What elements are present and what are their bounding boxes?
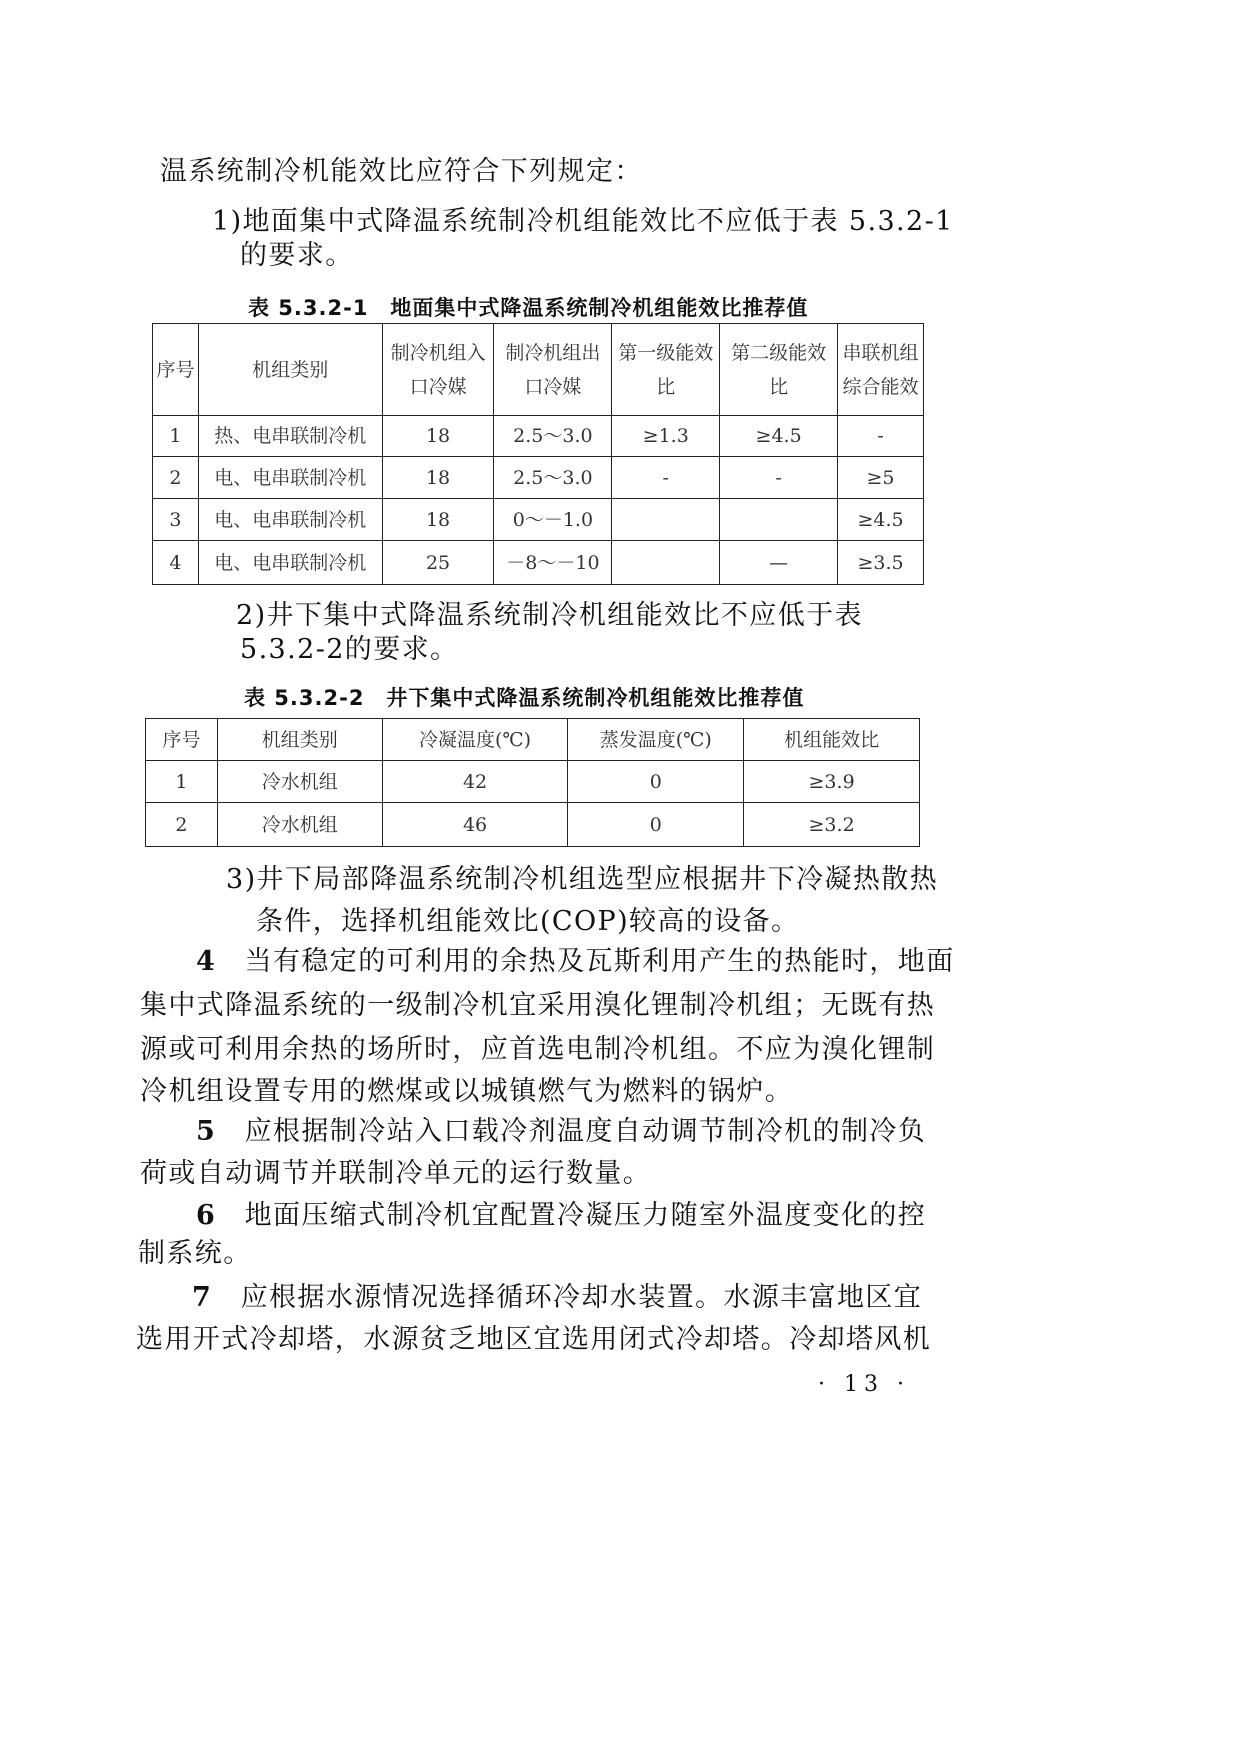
para4-line2: 集中式降温系统的一级制冷机宜采用溴化锂制冷机组；无既有热 — [140, 990, 936, 1021]
table1-cell: 2.5～3.0 — [494, 416, 612, 457]
table-row — [146, 803, 920, 847]
table1-cell: 电、电串联制冷机 — [198, 541, 382, 585]
table1-caption: 表 5.3.2-1 地面集中式降温系统制冷机组能效比推荐值 — [248, 296, 809, 320]
table1-cell: 25 — [382, 541, 494, 585]
table1-cell: 电、电串联制冷机 — [198, 457, 382, 499]
para7-number: 7 — [192, 1282, 213, 1313]
table1-cell — [720, 499, 838, 541]
table1-cell: - — [838, 416, 924, 457]
table2-cell: ≥3.2 — [744, 803, 920, 847]
table1-header-cell: 制冷机组出口冷媒 — [494, 324, 612, 416]
table1-cell: 热、电串联制冷机 — [198, 416, 382, 457]
table1-cell — [612, 499, 720, 541]
table1-header-cell: 第二级能效比 — [720, 324, 838, 416]
table1-cell: 0～－1.0 — [494, 499, 612, 541]
table1-cell: 电、电串联制冷机 — [198, 499, 382, 541]
table2-cell: 42 — [382, 761, 568, 803]
item3-line1: 3)井下局部降温系统制冷机组选型应根据井下冷凝热散热 — [226, 864, 939, 895]
table2-header-cell: 序号 — [146, 719, 218, 761]
table2-header-cell: 机组能效比 — [744, 719, 920, 761]
table2-cell: ≥3.9 — [744, 761, 920, 803]
table2-header-row — [146, 719, 920, 761]
table2-header-cell: 蒸发温度(℃) — [568, 719, 744, 761]
table2-cell: 2 — [146, 803, 218, 847]
table-row — [146, 761, 920, 803]
table1-cell: ≥3.5 — [838, 541, 924, 585]
table2-caption: 表 5.3.2-2 井下集中式降温系统制冷机组能效比推荐值 — [244, 686, 805, 710]
table2-header-cell: 冷凝温度(℃) — [382, 719, 568, 761]
table1-cell: 18 — [382, 416, 494, 457]
table1-cell: ≥4.5 — [720, 416, 838, 457]
table1-cell: ≥4.5 — [838, 499, 924, 541]
table1-cell: ≥1.3 — [612, 416, 720, 457]
table1-cell: 18 — [382, 457, 494, 499]
table2-header-cell: 机组类别 — [217, 719, 382, 761]
para4-line4: 冷机组设置专用的燃煤或以城镇燃气为燃料的锅炉。 — [140, 1076, 794, 1107]
para7-line1 — [192, 1278, 922, 1318]
table1-cell: 18 — [382, 499, 494, 541]
table1-cell: 2 — [153, 457, 199, 499]
para6-text: 地面压缩式制冷机宜配置冷凝压力随室外温度变化的控 — [244, 1200, 927, 1231]
para4-line3: 源或可利用余热的场所时，应首选电制冷机组。不应为溴化锂制 — [140, 1034, 936, 1065]
table2-cell: 46 — [382, 803, 568, 847]
table1-header-cell: 第一级能效比 — [612, 324, 720, 416]
table2-cell: 0 — [568, 803, 744, 847]
para5-number: 5 — [196, 1116, 217, 1147]
table-row — [153, 541, 924, 585]
table1-cell: 4 — [153, 541, 199, 585]
item2-line2: 5.3.2-2的要求。 — [240, 634, 459, 665]
table2-cell: 1 — [146, 761, 218, 803]
para6-number: 6 — [196, 1200, 217, 1231]
para5-line2: 荷或自动调节并联制冷单元的运行数量。 — [140, 1158, 652, 1189]
para7-text: 应根据水源情况选择循环冷却水装置。水源丰富地区宜 — [240, 1282, 923, 1313]
item3-line2: 条件，选择机组能效比(COP)较高的设备。 — [256, 906, 800, 937]
table1-cell: 3 — [153, 499, 199, 541]
para4-line1 — [196, 942, 955, 982]
table2-cell: 冷水机组 — [217, 761, 382, 803]
table2-cell: 0 — [568, 761, 744, 803]
para5-text: 应根据制冷站入口载冷剂温度自动调节制冷机的制冷负 — [244, 1116, 927, 1147]
table1-header-cell: 串联机组综合能效 — [838, 324, 924, 416]
table2-cell: 冷水机组 — [217, 803, 382, 847]
table1 — [152, 323, 924, 585]
table1-header-row — [153, 324, 924, 416]
item2-line1: 2)井下集中式降温系统制冷机组能效比不应低于表 — [236, 600, 863, 631]
table1-cell: 2.5～3.0 — [494, 457, 612, 499]
intro-line: 温系统制冷机能效比应符合下列规定： — [160, 156, 643, 187]
table1-cell: — — [720, 541, 838, 585]
para4-text: 当有稳定的可利用的余热及瓦斯利用产生的热能时，地面 — [244, 946, 955, 977]
para4-number: 4 — [196, 946, 217, 977]
table1-cell: 1 — [153, 416, 199, 457]
table-row — [153, 416, 924, 457]
para6-line1 — [196, 1196, 926, 1236]
table1-cell: －8～－10 — [494, 541, 612, 585]
table1-header-cell: 制冷机组入口冷媒 — [382, 324, 494, 416]
table1-cell — [612, 541, 720, 585]
table1-cell: - — [720, 457, 838, 499]
table-row — [153, 499, 924, 541]
item1-line2: 的要求。 — [240, 240, 354, 271]
table2 — [145, 718, 920, 847]
table1-header-cell: 机组类别 — [198, 324, 382, 416]
para7-line2: 选用开式冷却塔，水源贫乏地区宜选用闭式冷却塔。冷却塔风机 — [136, 1324, 932, 1355]
table-row — [153, 457, 924, 499]
table1-header-cell: 序号 — [153, 324, 199, 416]
para5-line1 — [196, 1112, 926, 1152]
para6-line2: 制系统。 — [138, 1238, 252, 1269]
item1-line1: 1)地面集中式降温系统制冷机组能效比不应低于表 5.3.2-1 — [212, 206, 954, 237]
table1-cell: ≥5 — [838, 457, 924, 499]
table1-cell: - — [612, 457, 720, 499]
page-number: · 13 · — [818, 1372, 910, 1397]
